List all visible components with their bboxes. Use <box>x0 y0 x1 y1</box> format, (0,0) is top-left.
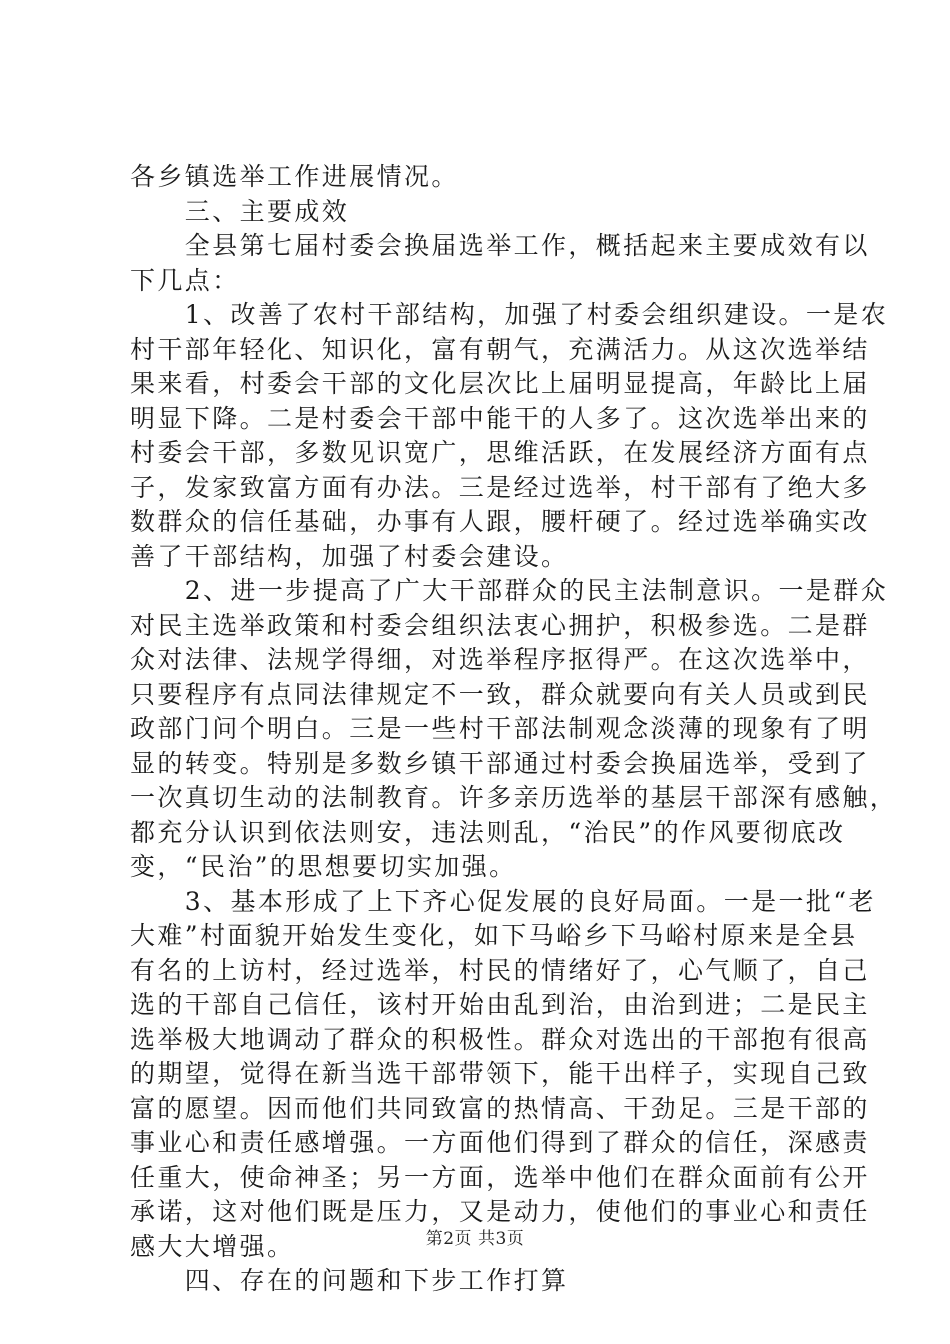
text-line: 富的愿望。因而他们共同致富的热情高、干劲足。三是干部的 <box>130 1093 870 1123</box>
text-line: 村干部年轻化、知识化，富有朝气，充满活力。从这次选举结 <box>130 334 870 364</box>
text-line: 善了干部结构，加强了村委会建设。 <box>130 541 569 571</box>
page-footer <box>0 1227 950 1251</box>
text-line: 众对法律、法规学得细，对选举程序抠得严。在这次选举中， <box>130 645 870 674</box>
text-line: 只要程序有点同法律规定不一致，群众就要向有关人员或到民 <box>130 679 870 709</box>
text-line: 显的转变。特别是多数乡镇干部通过村委会换届选举，受到了 <box>130 748 870 778</box>
text-line: 各乡镇选举工作进展情况。 <box>130 162 459 191</box>
text-line: 选的干部自己信任，该村开始由乱到治，由治到进；二是民主 <box>130 990 870 1019</box>
text-line: 承诺，这对他们既是压力，又是动力，使他们的事业心和责任 <box>130 1197 870 1226</box>
text-line: 有名的上访村，经过选举，村民的情绪好了，心气顺了，自己 <box>130 955 870 985</box>
section-heading: 三、主要成效 <box>130 196 350 226</box>
text-line: 对民主选举政策和村委会组织法衷心拥护，积极参选。二是群 <box>130 610 870 640</box>
text-line: 全县第七届村委会换届选举工作，概括起来主要成效有以 <box>130 231 870 260</box>
text-line: 都充分认识到依法则安，违法则乱，“治民”的作风要彻底改 <box>130 817 846 847</box>
text-line: 一次真切生动的法制教育。许多亲历选举的基层干部深有感触， <box>130 783 898 812</box>
text-line: 下几点： <box>130 265 240 295</box>
text-line: 大难”村面貌开始发生变化，如下马峪乡下马峪村原来是全县 <box>130 921 858 950</box>
text-line: 3、基本形成了上下齐心促发展的良好局面。一是一批“老 <box>130 886 876 916</box>
section-heading: 四、存在的问题和下步工作打算 <box>130 1266 569 1295</box>
page-number-label: 第2页 共3页 <box>425 1229 525 1249</box>
text-line: 数群众的信任基础，办事有人跟，腰杆硬了。经过选举确实改 <box>130 507 870 536</box>
text-line: 明显下降。二是村委会干部中能干的人多了。这次选举出来的 <box>130 403 870 433</box>
text-line: 的期望，觉得在新当选干部带领下，能干出样子，实现自己致 <box>130 1059 870 1088</box>
text-line: 事业心和责任感增强。一方面他们得到了群众的信任，深感责 <box>130 1128 870 1157</box>
document-body <box>130 160 898 1299</box>
text-line: 任重大，使命神圣；另一方面，选举中他们在群众面前有公开 <box>130 1162 870 1192</box>
text-line: 1、改善了农村干部结构，加强了村委会组织建设。一是农 <box>130 300 889 329</box>
text-line: 子，发家致富方面有办法。三是经过选举，村干部有了绝大多 <box>130 472 870 502</box>
text-line: 政部门问个明白。三是一些村干部法制观念淡薄的现象有了明 <box>130 714 870 743</box>
text-line: 感大大增强。 <box>130 1231 295 1261</box>
text-line: 2、进一步提高了广大干部群众的民主法制意识。一是群众 <box>130 576 889 605</box>
text-line: 村委会干部，多数见识宽广，思维活跃，在发展经济方面有点 <box>130 438 870 467</box>
text-line: 变，“民治”的思想要切实加强。 <box>130 852 517 881</box>
text-line: 选举极大地调动了群众的积极性。群众对选出的干部抱有很高 <box>130 1024 870 1054</box>
text-line: 果来看，村委会干部的文化层次比上届明显提高，年龄比上届 <box>130 369 870 398</box>
